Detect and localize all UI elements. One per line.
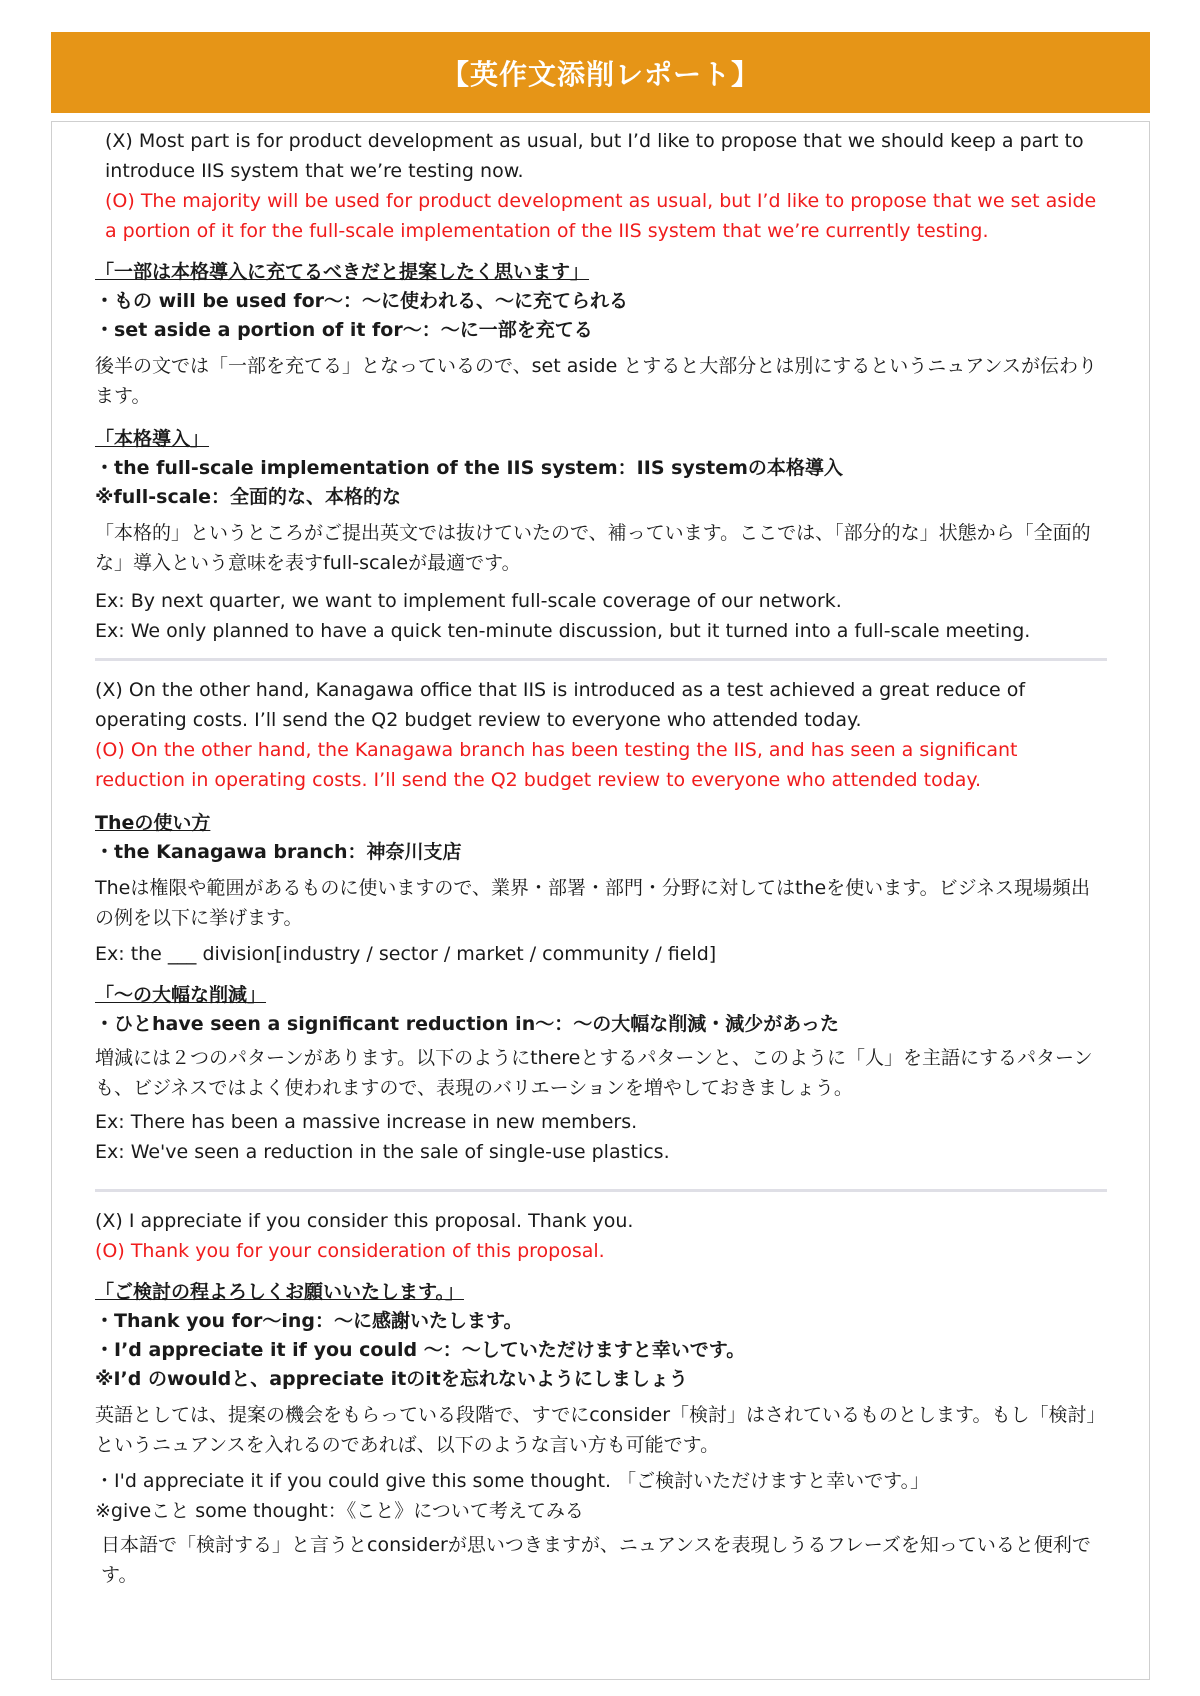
- point-heading: 「～の大幅な削減」: [95, 984, 267, 1006]
- closing-note: 日本語で「検討する」と言うとconsiderが思いつきますが、ニュアンスを表現しうるフレーズを知っていると便利です。: [101, 1534, 1091, 1586]
- point-item: ※I’d のwouldと、appreciate itのitを忘れないようにしましょう: [95, 1368, 688, 1390]
- corrected-sentence: (O) The majority will be used for product development as usual, but I’d like to propose that we set aside a portion of it for the full-scale implementation of the IIS system that we’re currently testing.: [105, 190, 1097, 242]
- point-item: ・Thank you for～ing：～に感謝いたします。: [95, 1310, 523, 1332]
- correction-section-3: [95, 1206, 1107, 1590]
- original-sentence: (X) Most part is for product development as usual, but I’d like to propose that we should keep a part to introduce IIS system that we’re testing now.: [105, 130, 1084, 182]
- original-sentence: (X) On the other hand, Kanagawa office that IIS is introduced as a test achieved a great reduce of operating costs. I’ll send the Q2 budget review to everyone who attended today.: [95, 679, 1026, 731]
- section-divider: [95, 1189, 1107, 1192]
- corrected-sentence: (O) On the other hand, the Kanagawa branch has been testing the IIS, and has seen a significant reduction in operating costs. I’ll send the Q2 budget review to everyone who attended today.: [95, 739, 1018, 791]
- point-item: ・the Kanagawa branch：神奈川支店: [95, 841, 462, 863]
- point-item: ・I’d appreciate it if you could ～：～していただけますと幸いです。: [95, 1339, 746, 1361]
- alternative-phrase-note: ※giveこと some thought：《こと》について考えてみる: [95, 1500, 584, 1522]
- point-item: ※full-scale：全面的な、本格的な: [95, 486, 401, 508]
- alternative-phrase: ・I'd appreciate it if you could give this some thought. 「ご検討いただけますと幸いです。」: [95, 1470, 930, 1492]
- corrected-sentence: (O) Thank you for your consideration of this proposal.: [95, 1240, 605, 1262]
- point-heading: 「本格導入」: [95, 428, 210, 450]
- point-explanation: 英語としては、提案の機会をもらっている段階で、すでにconsider「検討」はされているものとします。もし「検討」というニュアンスを入れるのであれば、以下のような言い方も可能です。: [95, 1404, 1106, 1456]
- point-item: ・set aside a portion of it for～：～に一部を充てる: [95, 319, 593, 341]
- report-title: 【英作文添削レポート】: [440, 57, 760, 91]
- section-divider: [95, 658, 1107, 661]
- report-content: [95, 126, 1107, 1590]
- example-sentence: Ex: the ___ division[industry / sector / market / community / field]: [95, 943, 717, 965]
- point-explanation: 後半の文では「一部を充てる」となっているので、set aside とすると大部分とは別にするというニュアンスが伝わります。: [95, 355, 1097, 407]
- point-item: ・ひとhave seen a significant reduction in～：～の大幅な削減・減少があった: [95, 1013, 840, 1035]
- point-explanation: 「本格的」というところがご提出英文では抜けていたので、補っています。ここでは、「部分的な」状態から「全面的な」導入という意味を表すfull-scaleが最適です。: [95, 522, 1091, 574]
- example-sentence: Ex: There has been a massive increase in new members.: [95, 1111, 638, 1133]
- point-item: ・the full-scale implementation of the IIS system：IIS systemの本格導入: [95, 457, 843, 479]
- point-item: ・もの will be used for～：～に使われる、～に充てられる: [95, 290, 629, 312]
- original-sentence: (X) I appreciate if you consider this proposal. Thank you.: [95, 1210, 634, 1232]
- point-explanation: Theは権限や範囲があるものに使いますので、業界・部署・部門・分野に対してはtheを使います。ビジネス現場頻出の例を以下に挙げます。: [95, 877, 1091, 929]
- example-sentence: Ex: We've seen a reduction in the sale of single-use plastics.: [95, 1141, 670, 1163]
- correction-section-1: [95, 126, 1107, 646]
- point-heading: Theの使い方: [95, 812, 211, 834]
- correction-section-2: [95, 675, 1107, 1167]
- point-heading: 「ご検討の程よろしくお願いいたします。」: [95, 1281, 464, 1303]
- report-header: [51, 32, 1150, 113]
- example-sentence: Ex: By next quarter, we want to implement full-scale coverage of our network.: [95, 590, 842, 612]
- example-sentence: Ex: We only planned to have a quick ten-minute discussion, but it turned into a full-scale meeting.: [95, 620, 1031, 642]
- point-heading: 「一部は本格導入に充てるべきだと提案したく思います」: [95, 261, 590, 283]
- point-explanation: 増減には２つのパターンがあります。以下のようにthereとするパターンと、このように「人」を主語にするパターンも、ビジネスではよく使われますので、表現のバリエーションを増やしておきましょう。: [95, 1047, 1093, 1099]
